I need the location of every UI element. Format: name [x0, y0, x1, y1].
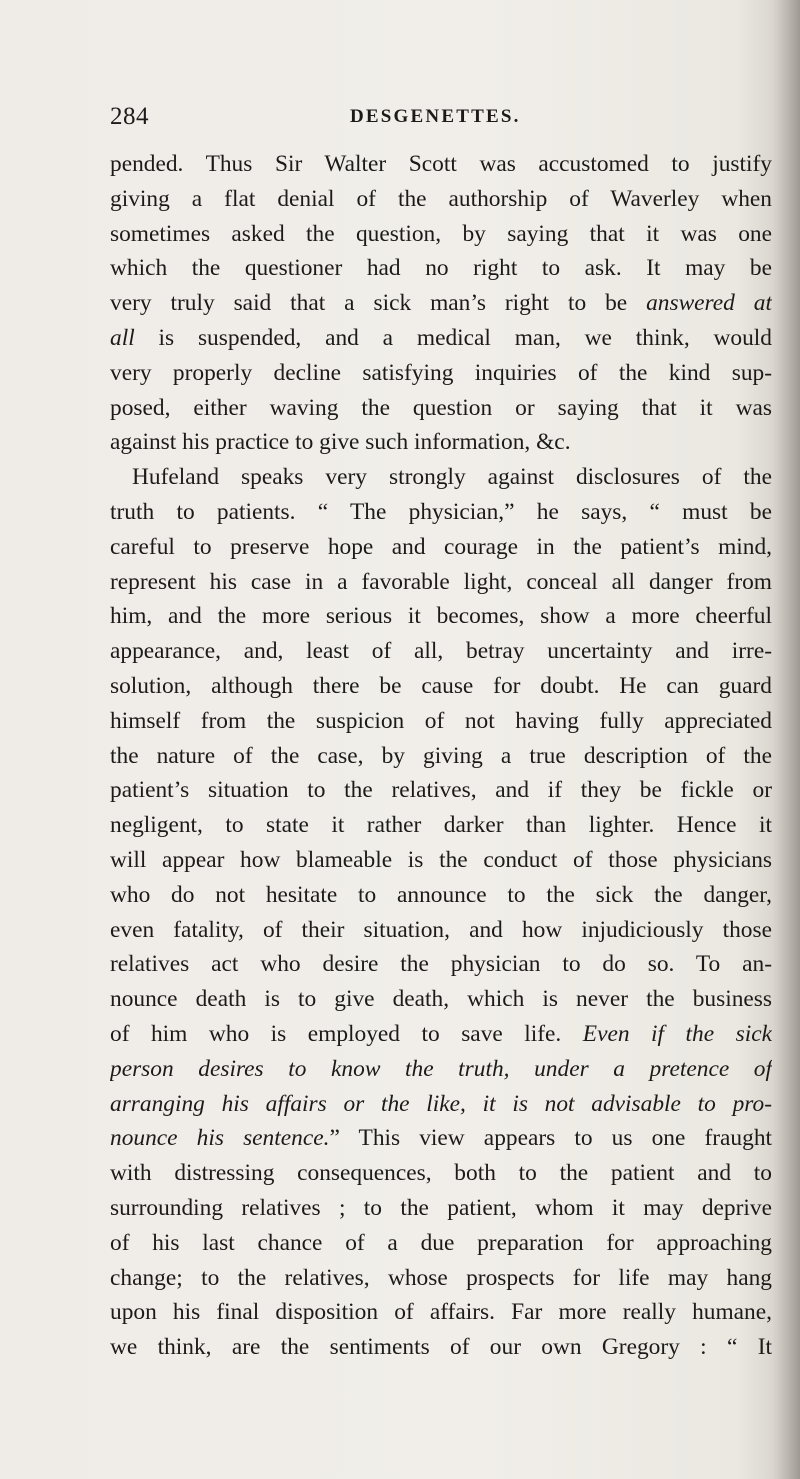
text-line: nounce his sentence.” This view appears to us one fraught — [110, 1125, 772, 1152]
italic-phrase: person desires to know the truth, under a pretence of — [110, 1055, 772, 1082]
text-line: him, and the more serious it becomes, show a more cheerful — [110, 603, 772, 630]
text-line: very truly said that a sick man’s right to be answered at — [110, 290, 772, 317]
text-line: represent his case in a favorable light, conceal all danger from — [110, 568, 772, 595]
text-line — [110, 1052, 772, 1087]
page-header — [110, 103, 770, 133]
text-line: appearance, and, least of all, betray uncertainty and irre- — [110, 638, 772, 665]
text-line: of his last chance of a due preparation for approaching — [110, 1229, 772, 1256]
text-line: change; to the relatives, whose prospects for life may hang — [110, 1264, 772, 1291]
text-line: relatives act who desire the physician to do so. To an- — [110, 951, 772, 978]
text-line: upon his final disposition of affairs. Far more really humane, — [110, 1299, 772, 1326]
text-line: solution, although there be cause for doubt. He can guard — [110, 672, 772, 699]
page-number: 284 — [110, 103, 149, 130]
text-line: sometimes asked the question, by saying that it was one — [110, 220, 772, 247]
text-line — [110, 1087, 772, 1122]
text-line: patient’s situation to the relatives, and if they be fickle or — [110, 777, 772, 804]
text-line: posed, either waving the question or saying that it was — [110, 394, 772, 421]
text-line: pended. Thus Sir Walter Scott was accustomed to justify — [110, 151, 772, 177]
text-line: all is suspended, and a medical man, we think, would — [110, 324, 772, 351]
text-line: who do not hesitate to announce to the sick the danger, — [110, 881, 772, 908]
italic-phrase: Even if the sick — [582, 1020, 772, 1047]
italic-phrase: arranging his affairs or the like, it is not advisable to pro- — [110, 1090, 772, 1117]
text-line: we think, are the sentiments of our own Gregory : “ It — [110, 1334, 772, 1361]
italic-phrase: answered at — [646, 290, 772, 317]
text-line: careful to preserve hope and courage in the patient’s mind, — [110, 533, 772, 560]
text-line: himself from the suspicion of not having fully appreciated — [110, 707, 772, 734]
text-line: the nature of the case, by giving a true description of the — [110, 742, 772, 769]
running-head: DESGENETTES. — [350, 106, 521, 127]
italic-phrase: nounce his sentence. — [110, 1125, 330, 1152]
text-line: of him who is employed to save life. Even if the sick — [110, 1020, 772, 1047]
text-line: will appear how blameable is the conduct of those physicians — [110, 846, 772, 873]
text-line: truth to patients. “ The physician,” he says, “ must be — [110, 498, 772, 525]
text-line: surrounding relatives ; to the patient, whom it may deprive — [110, 1194, 772, 1221]
text-line: giving a flat denial of the authorship of Waverley when — [110, 185, 772, 212]
text-line: with distressing consequences, both to the patient and to — [110, 1160, 772, 1187]
italic-phrase: all — [110, 324, 135, 351]
text-line: which the questioner had no right to ask. It may be — [110, 255, 772, 282]
text-line: even fatality, of their situation, and how injudiciously those — [110, 916, 772, 943]
text-line: very properly decline satisfying inquiries of the kind sup- — [110, 359, 772, 386]
text-line: against his practice to give such information, &c. — [110, 429, 571, 456]
body-text — [110, 147, 772, 1365]
text-line: nounce death is to give death, which is never the business — [110, 986, 772, 1013]
text-line: negligent, to state it rather darker than lighter. Hence it — [110, 812, 772, 839]
text-line: Hufeland speaks very strongly against disclosures of the — [132, 464, 772, 491]
page-gutter-shadow — [772, 0, 800, 1479]
